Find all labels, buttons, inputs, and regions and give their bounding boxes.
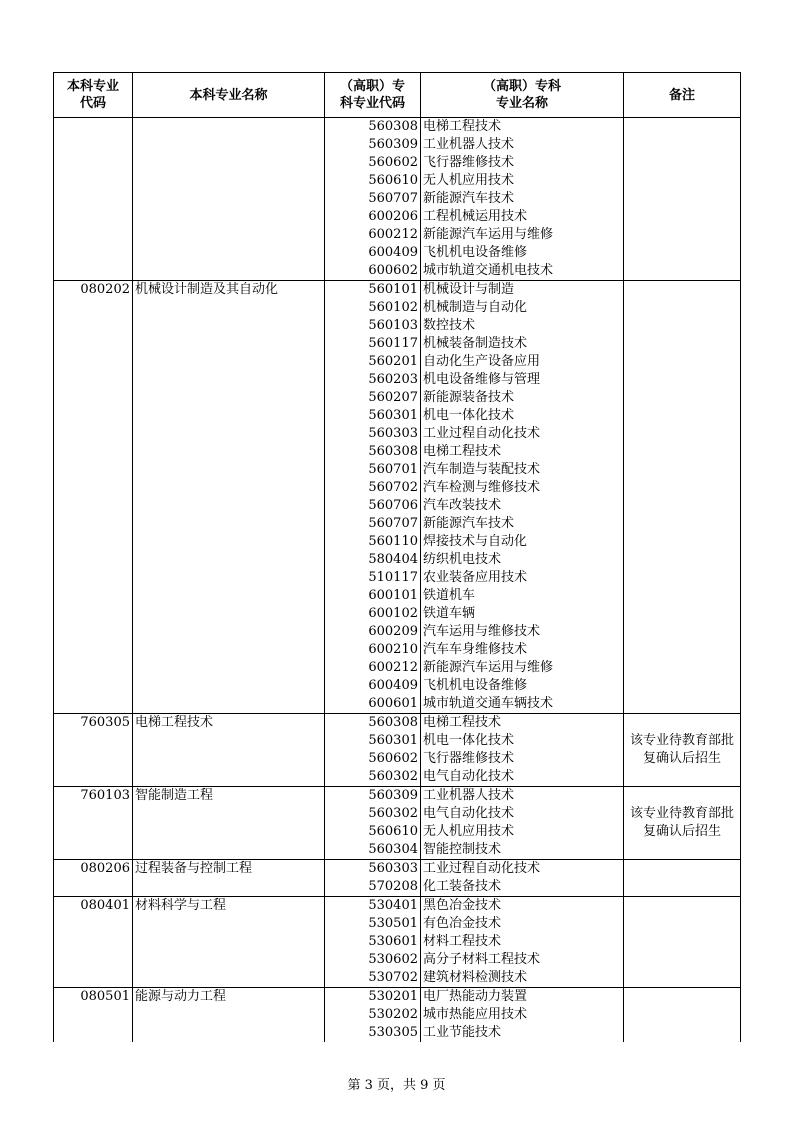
vocational-name-cell: 机械制造与自动化 — [421, 299, 624, 317]
vocational-code-cell: 580404 — [325, 551, 421, 569]
vocational-code-cell: 600409 — [325, 677, 421, 695]
vocational-name-cell: 有色冶金技术 — [421, 915, 624, 933]
vocational-name-cell: 农业装备应用技术 — [421, 569, 624, 587]
vocational-name-cell: 电梯工程技术 — [421, 443, 624, 461]
vocational-code-cell: 600102 — [325, 605, 421, 623]
bachelor-code-cell — [54, 118, 133, 281]
vocational-name-cell: 工业节能技术 — [421, 1024, 624, 1042]
vocational-name-cell: 工业机器人技术 — [421, 787, 624, 806]
vocational-code-cell: 530201 — [325, 988, 421, 1007]
vocational-code-cell: 600209 — [325, 623, 421, 641]
vocational-code-cell: 560308 — [325, 714, 421, 733]
remarks-cell: 该专业待教育部批复确认后招生 — [624, 714, 741, 787]
bachelor-code-cell: 080501 — [54, 988, 133, 1043]
vocational-name-cell: 黑色冶金技术 — [421, 897, 624, 916]
vocational-name-cell: 工业过程自动化技术 — [421, 860, 624, 879]
bachelor-name-cell — [133, 118, 325, 281]
vocational-name-cell: 新能源装备技术 — [421, 389, 624, 407]
vocational-code-cell: 560701 — [325, 461, 421, 479]
vocational-code-cell: 570208 — [325, 878, 421, 897]
vocational-code-cell: 560602 — [325, 750, 421, 768]
vocational-name-cell: 工业机器人技术 — [421, 136, 624, 154]
vocational-name-cell: 城市轨道交通车辆技术 — [421, 695, 624, 714]
vocational-code-cell: 530601 — [325, 933, 421, 951]
vocational-code-cell: 560302 — [325, 805, 421, 823]
vocational-name-cell: 飞行器维修技术 — [421, 154, 624, 172]
table-row — [54, 787, 741, 806]
table-header-row — [54, 73, 741, 118]
vocational-name-cell: 飞行器维修技术 — [421, 750, 624, 768]
vocational-code-cell: 600206 — [325, 208, 421, 226]
vocational-code-cell: 560117 — [325, 335, 421, 353]
vocational-name-cell: 汽车改装技术 — [421, 497, 624, 515]
vocational-name-cell: 新能源汽车技术 — [421, 515, 624, 533]
vocational-name-cell: 铁道机车 — [421, 587, 624, 605]
vocational-name-cell: 化工装备技术 — [421, 878, 624, 897]
vocational-name-cell: 智能控制技术 — [421, 841, 624, 860]
table-row — [54, 714, 741, 733]
vocational-code-cell: 530202 — [325, 1006, 421, 1024]
vocational-code-cell: 600409 — [325, 244, 421, 262]
header-bachelor-code: 本科专业 代码 — [54, 73, 133, 118]
vocational-name-cell: 无人机应用技术 — [421, 823, 624, 841]
vocational-name-cell: 建筑材料检测技术 — [421, 969, 624, 988]
vocational-code-cell: 560610 — [325, 823, 421, 841]
vocational-code-cell: 560301 — [325, 732, 421, 750]
vocational-code-cell: 560707 — [325, 190, 421, 208]
vocational-name-cell: 无人机应用技术 — [421, 172, 624, 190]
vocational-code-cell: 560102 — [325, 299, 421, 317]
bachelor-code-cell: 760305 — [54, 714, 133, 787]
table-row — [54, 281, 741, 300]
vocational-code-cell: 600212 — [325, 226, 421, 244]
vocational-name-cell: 电厂热能动力装置 — [421, 988, 624, 1007]
vocational-code-cell: 530501 — [325, 915, 421, 933]
vocational-code-cell: 530702 — [325, 969, 421, 988]
bachelor-code-cell: 080202 — [54, 281, 133, 714]
vocational-code-cell: 560304 — [325, 841, 421, 860]
vocational-code-cell: 560103 — [325, 317, 421, 335]
bachelor-name-cell: 材料科学与工程 — [133, 897, 325, 988]
bachelor-code-cell: 760103 — [54, 787, 133, 860]
header-bachelor-name: 本科专业名称 — [133, 73, 325, 118]
vocational-name-cell: 材料工程技术 — [421, 933, 624, 951]
vocational-code-cell: 560602 — [325, 154, 421, 172]
vocational-name-cell: 飞机机电设备维修 — [421, 244, 624, 262]
bachelor-name-cell: 智能制造工程 — [133, 787, 325, 860]
vocational-name-cell: 铁道车辆 — [421, 605, 624, 623]
vocational-name-cell: 高分子材料工程技术 — [421, 951, 624, 969]
vocational-name-cell: 汽车制造与装配技术 — [421, 461, 624, 479]
vocational-name-cell: 自动化生产设备应用 — [421, 353, 624, 371]
table-row — [54, 860, 741, 879]
vocational-name-cell: 机电一体化技术 — [421, 407, 624, 425]
vocational-name-cell: 机电一体化技术 — [421, 732, 624, 750]
vocational-name-cell: 城市轨道交通机电技术 — [421, 262, 624, 281]
vocational-name-cell: 汽车检测与维修技术 — [421, 479, 624, 497]
vocational-name-cell: 电梯工程技术 — [421, 714, 624, 733]
vocational-name-cell: 电梯工程技术 — [421, 118, 624, 137]
vocational-name-cell: 汽车运用与维修技术 — [421, 623, 624, 641]
remarks-cell — [624, 281, 741, 714]
bachelor-name-cell: 能源与动力工程 — [133, 988, 325, 1043]
bachelor-name-cell: 机械设计制造及其自动化 — [133, 281, 325, 714]
header-vocational-name: （高职）专科 专业名称 — [421, 73, 624, 118]
vocational-code-cell: 560201 — [325, 353, 421, 371]
remarks-cell — [624, 860, 741, 897]
table-row — [54, 988, 741, 1007]
vocational-name-cell: 新能源汽车技术 — [421, 190, 624, 208]
vocational-code-cell: 560110 — [325, 533, 421, 551]
vocational-code-cell: 560309 — [325, 136, 421, 154]
vocational-code-cell: 510117 — [325, 569, 421, 587]
bachelor-code-cell: 080206 — [54, 860, 133, 897]
header-remarks: 备注 — [624, 73, 741, 118]
vocational-name-cell: 纺织机电技术 — [421, 551, 624, 569]
bachelor-code-cell: 080401 — [54, 897, 133, 988]
remarks-cell — [624, 988, 741, 1043]
table-row — [54, 118, 741, 137]
vocational-code-cell: 560309 — [325, 787, 421, 806]
vocational-code-cell: 600602 — [325, 262, 421, 281]
vocational-code-cell: 560308 — [325, 443, 421, 461]
vocational-name-cell: 电气自动化技术 — [421, 805, 624, 823]
vocational-code-cell: 530401 — [325, 897, 421, 916]
vocational-code-cell: 530305 — [325, 1024, 421, 1042]
vocational-code-cell: 560203 — [325, 371, 421, 389]
vocational-code-cell: 560301 — [325, 407, 421, 425]
vocational-code-cell: 560101 — [325, 281, 421, 300]
vocational-code-cell: 560610 — [325, 172, 421, 190]
vocational-name-cell: 工程机械运用技术 — [421, 208, 624, 226]
vocational-code-cell: 560303 — [325, 425, 421, 443]
vocational-name-cell: 机械设计与制造 — [421, 281, 624, 300]
vocational-name-cell: 汽车车身维修技术 — [421, 641, 624, 659]
vocational-code-cell: 560706 — [325, 497, 421, 515]
bachelor-name-cell: 电梯工程技术 — [133, 714, 325, 787]
remarks-cell: 该专业待教育部批复确认后招生 — [624, 787, 741, 860]
vocational-code-cell: 560308 — [325, 118, 421, 137]
vocational-name-cell: 飞机机电设备维修 — [421, 677, 624, 695]
remarks-cell — [624, 118, 741, 281]
major-mapping-table — [53, 72, 741, 1042]
vocational-code-cell: 600212 — [325, 659, 421, 677]
vocational-name-cell: 机械装备制造技术 — [421, 335, 624, 353]
vocational-name-cell: 数控技术 — [421, 317, 624, 335]
table-row — [54, 897, 741, 916]
vocational-name-cell: 城市热能应用技术 — [421, 1006, 624, 1024]
vocational-name-cell: 新能源汽车运用与维修 — [421, 659, 624, 677]
vocational-name-cell: 电气自动化技术 — [421, 768, 624, 787]
header-vocational-code: （高职）专 科专业代码 — [325, 73, 421, 118]
vocational-code-cell: 600210 — [325, 641, 421, 659]
vocational-code-cell: 560702 — [325, 479, 421, 497]
vocational-code-cell: 530602 — [325, 951, 421, 969]
bachelor-name-cell: 过程装备与控制工程 — [133, 860, 325, 897]
vocational-name-cell: 机电设备维修与管理 — [421, 371, 624, 389]
vocational-code-cell: 560302 — [325, 768, 421, 787]
vocational-code-cell: 560207 — [325, 389, 421, 407]
remarks-cell — [624, 897, 741, 988]
vocational-name-cell: 新能源汽车运用与维修 — [421, 226, 624, 244]
page-footer: 第 3 页，共 9 页 — [347, 1078, 446, 1093]
table-body — [54, 118, 741, 1043]
vocational-code-cell: 600101 — [325, 587, 421, 605]
vocational-name-cell: 工业过程自动化技术 — [421, 425, 624, 443]
vocational-code-cell: 560303 — [325, 860, 421, 879]
vocational-name-cell: 焊接技术与自动化 — [421, 533, 624, 551]
vocational-code-cell: 600601 — [325, 695, 421, 714]
vocational-code-cell: 560707 — [325, 515, 421, 533]
